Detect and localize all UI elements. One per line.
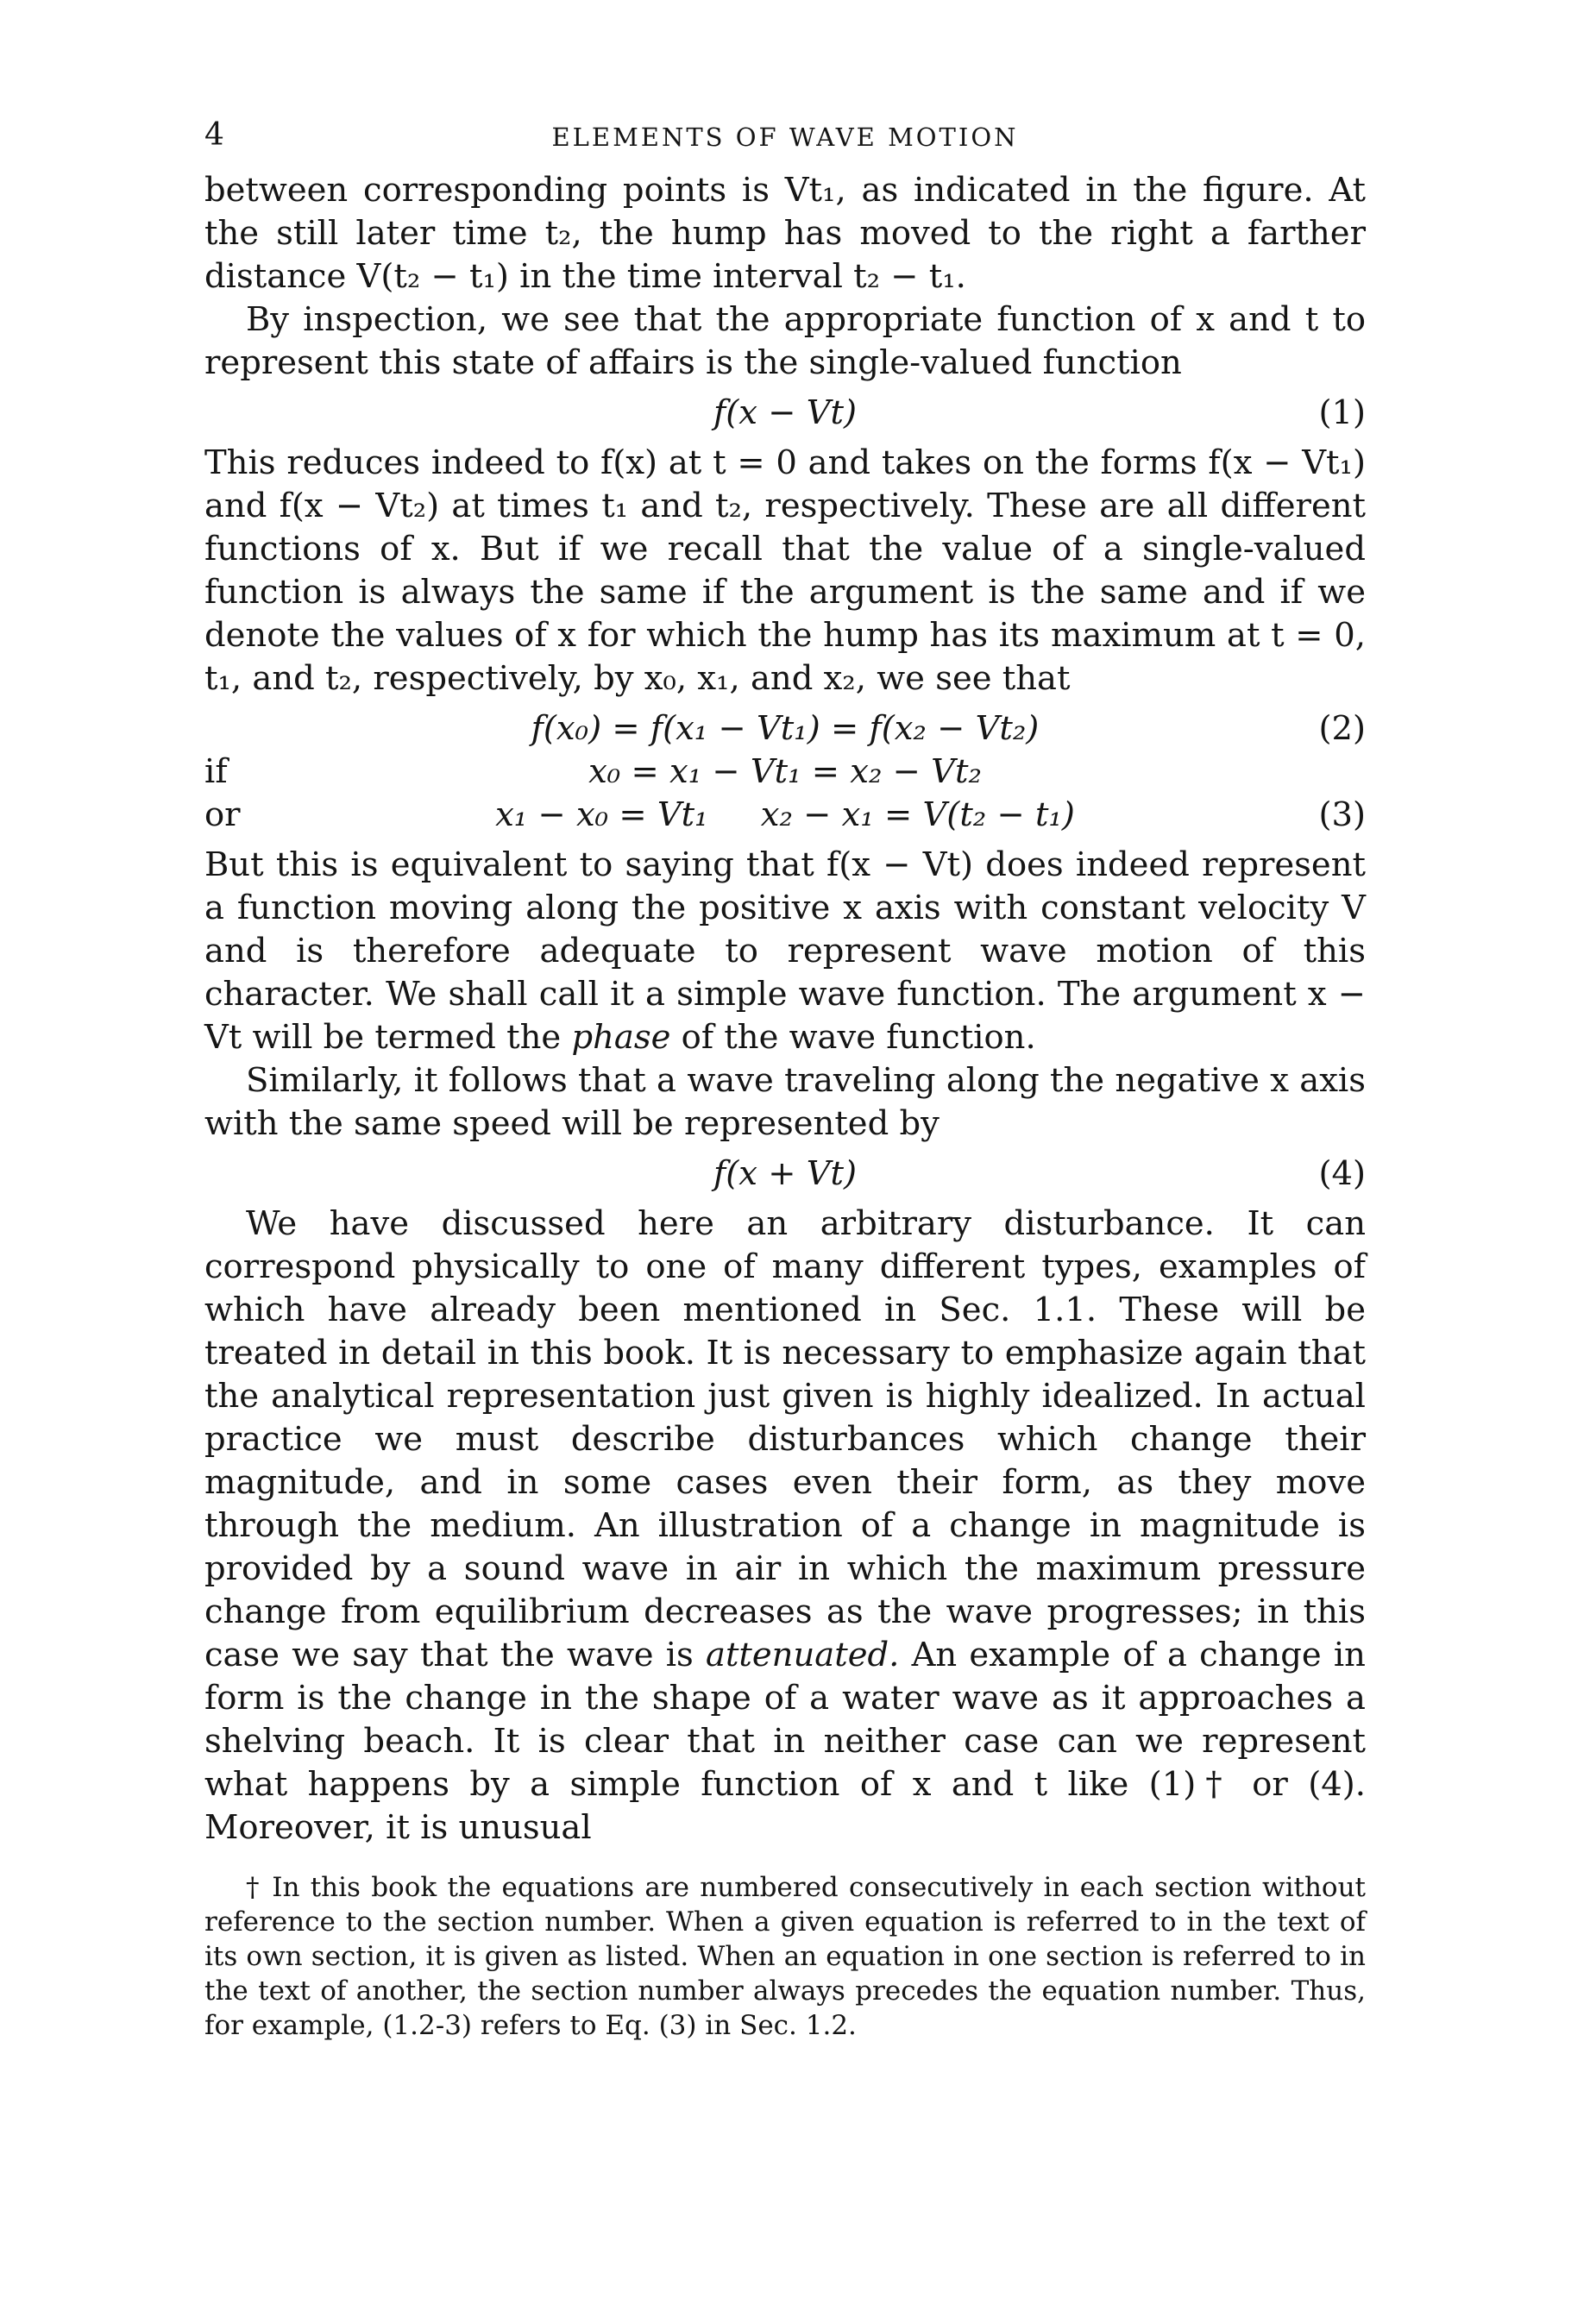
equation-1 (204, 392, 1366, 435)
footnote (204, 1870, 1366, 2043)
equation-1-number: (1) (1318, 393, 1366, 432)
equation-3-expression: x₁ − x₀ = Vt₁ x₂ − x₁ = V(t₂ − t₁) (495, 795, 1075, 834)
equation-2-condition-expression: x₀ = x₁ − Vt₁ = x₂ − Vt₂ (588, 752, 982, 791)
equation-3 (204, 794, 1366, 837)
emphasis-attenuated: attenuated. (706, 1636, 900, 1674)
equation-2-number: (2) (1318, 709, 1366, 748)
footnote-text: † In this book the equations are numbered consecutively in each section without reference to the section number. When a given equation is referred to in the text of its own section, it is given as listed. When an equation in one section is referred to in the text of another, the section number always precedes the equation number. Thus, for example, (1.2-3) refers to Eq. (3) in Sec. 1.2. (204, 1872, 1366, 2041)
paragraph-reduces: This reduces indeed to f(x) at t = 0 and takes on the forms f(x − Vt₁) and f(x − Vt₂) at times t₁ and t₂, respectively. These are all different functions of x. But if we recall that the value of a single-valued function is always the same if the argument is the same and if we denote the values of x for which the hump has its maximum at t = 0, t₁, and t₂, respectively, by x₀, x₁, and x₂, we see that (204, 443, 1366, 698)
paragraph-equivalent-text: But this is equivalent to saying that f(x − Vt) does indeed represent a function moving along the positive x axis with constant velocity V and is therefore adequate to represent wave motion of this character. We shall call it a simple wave function. The argument x − Vt will be termed the (204, 845, 1366, 1057)
equation-4 (204, 1153, 1366, 1196)
paragraph-equivalent-end: of the wave function. (681, 1018, 1036, 1057)
equation-1-expression: f(x − Vt) (713, 393, 857, 432)
equation-2-condition-lead: if (204, 752, 228, 791)
equation-2-condition (204, 751, 1366, 794)
equation-3-number: (3) (1318, 795, 1366, 834)
equation-4-number: (4) (1318, 1154, 1366, 1193)
paragraph-equivalent (204, 844, 1366, 1059)
page-header (204, 117, 1366, 169)
paragraph-similarly: Similarly, it follows that a wave traveling along the negative x axis with the same speed will be represented by (204, 1061, 1366, 1143)
equation-2 (204, 707, 1366, 751)
equation-group-2-3 (204, 707, 1366, 837)
running-title: ELEMENTS OF WAVE MOTION (551, 122, 1019, 152)
equation-3-lead: or (204, 795, 241, 834)
emphasis-phase: phase (571, 1018, 671, 1057)
page-number: 4 (204, 117, 224, 153)
equation-4-expression: f(x + Vt) (713, 1154, 857, 1193)
paragraph-discussed (204, 1203, 1366, 1850)
paragraph-discussed-text: We have discussed here an arbitrary disturbance. It can correspond physically to one of many different types, examples of which have already been mentioned in Sec. 1.1. These will be treated in detail in this book. It is necessary to emphasize again that the analytical representation just given is highly idealized. In actual practice we must describe disturbances which change their magnitude, and in some cases even their form, as they move through the medium. An illustration of a change in magnitude is provided by a sound wave in air in which the maximum pressure change from equilibrium decreases as the wave progresses; in this case we say that the wave is (204, 1204, 1366, 1674)
paragraph-continuation: between corresponding points is Vt₁, as indicated in the figure. At the still later time t₂, the hump has moved to the right a farther distance V(t₂ − t₁) in the time interval t₂ − t₁. (204, 171, 1366, 296)
paragraph-by-inspection: By inspection, we see that the appropriate function of x and t to represent this state of affairs is the single-valued function (204, 300, 1366, 382)
equation-2-expression: f(x₀) = f(x₁ − Vt₁) = f(x₂ − Vt₂) (531, 709, 1040, 748)
page (204, 117, 1366, 2043)
paragraph-discussed-end: An example of a change in form is the change in the shape of a water wave as it approaches a shelving beach. It is clear that in neither case can we represent what happens by a simple function of x and t like (1)† or (4). Moreover, it is unusual (204, 1636, 1366, 1847)
